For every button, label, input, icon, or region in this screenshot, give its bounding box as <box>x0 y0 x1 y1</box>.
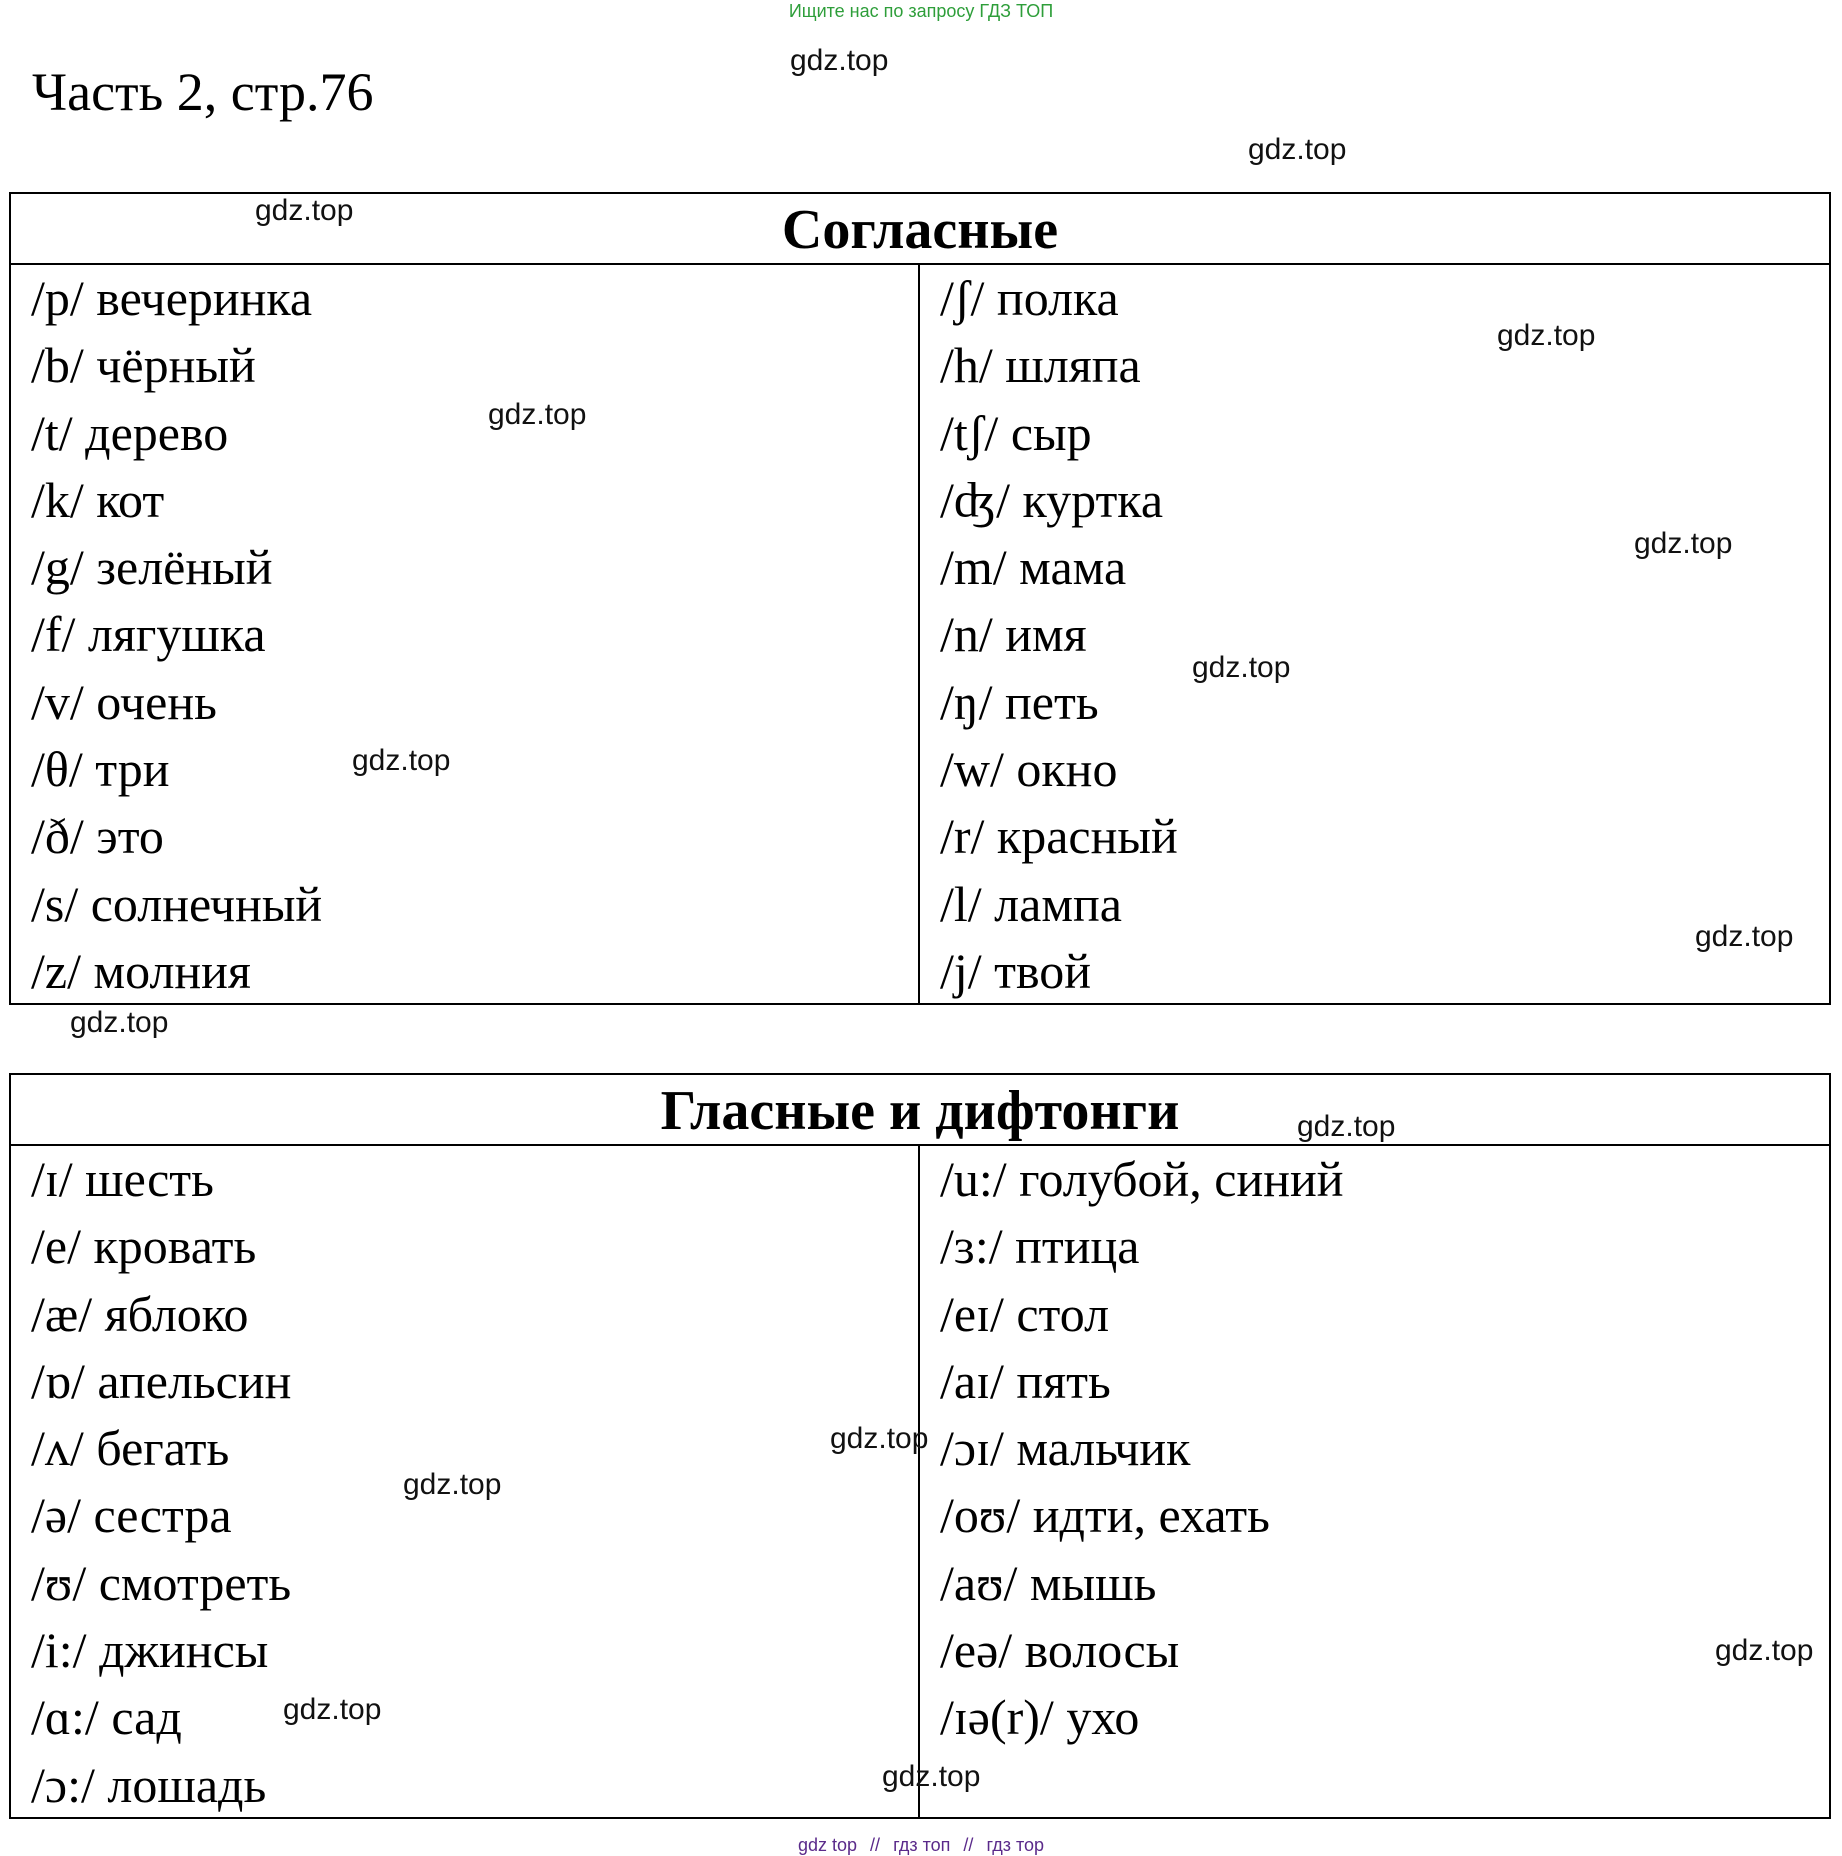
list-item: /ʤ/ куртка <box>940 471 1164 528</box>
list-item: /e/ кровать <box>31 1218 257 1275</box>
list-item: /ɪ/ шесть <box>31 1151 214 1207</box>
list-item: /i:/ джинсы <box>31 1622 269 1679</box>
list-item: /ɜ:/ птица <box>940 1218 1140 1275</box>
consonants-table <box>9 192 1831 1005</box>
watermark-text: gdz.top <box>882 1760 981 1793</box>
list-item: /θ/ три <box>31 741 170 798</box>
watermark-text: gdz.top <box>255 194 354 227</box>
list-item: /v/ очень <box>31 673 217 730</box>
watermark-text: gdz.top <box>488 398 587 431</box>
list-item: /h/ шляпа <box>940 337 1141 394</box>
list-item: /g/ зелёный <box>31 539 273 596</box>
watermark-text: gdz.top <box>1497 319 1596 352</box>
list-item: /ʊ/ смотреть <box>31 1554 292 1611</box>
list-item: /t/ дерево <box>31 404 229 461</box>
list-item: /b/ чёрный <box>31 337 256 394</box>
consonants-right-column <box>920 265 1829 1005</box>
list-item: /æ/ яблоко <box>31 1285 249 1342</box>
list-item: /u:/ голубой, синий <box>940 1151 1344 1207</box>
vowels-title: Гласные и дифтонги <box>11 1075 1829 1146</box>
consonants-title: Согласные <box>11 194 1829 265</box>
list-item: /z/ молния <box>31 942 251 999</box>
watermark-text: gdz.top <box>352 744 451 777</box>
watermark-text: gdz.top <box>283 1693 382 1726</box>
list-item: /m/ мама <box>940 539 1127 596</box>
watermark-text: gdz.top <box>1634 527 1733 560</box>
watermark-text: gdz.top <box>1695 920 1794 953</box>
list-item: /ɔɪ/ мальчик <box>940 1420 1191 1477</box>
list-item: /ɒ/ апельсин <box>31 1352 292 1409</box>
list-item: /tʃ/ сыр <box>940 404 1092 461</box>
list-item: /eə/ волосы <box>940 1622 1180 1679</box>
list-item: /f/ лягушка <box>31 606 266 663</box>
list-item: /w/ окно <box>940 741 1118 798</box>
watermark-text: gdz.top <box>1715 1634 1814 1667</box>
footer-link-3[interactable]: гдз тор <box>986 1835 1045 1855</box>
footer-links <box>0 1834 1842 1856</box>
list-item: /aʊ/ мышь <box>940 1554 1157 1611</box>
list-item: /ɔ:/ лошадь <box>31 1756 267 1813</box>
list-item: /eɪ/ стол <box>940 1285 1110 1342</box>
list-item: /r/ красный <box>940 808 1178 865</box>
list-item: /aɪ/ пять <box>940 1352 1111 1409</box>
watermark-text: gdz.top <box>790 44 889 77</box>
list-item: /oʊ/ идти, ехать <box>940 1487 1270 1544</box>
consonants-columns <box>11 265 1829 1005</box>
list-item: /ʃ/ полка <box>940 270 1119 326</box>
footer-separator: // <box>963 1835 974 1855</box>
footer-link-2[interactable]: гдз топ <box>893 1835 951 1855</box>
consonants-left-column <box>11 265 920 1005</box>
list-item: /ɑ:/ сад <box>31 1689 182 1746</box>
footer-link-1[interactable]: gdz top <box>797 1835 858 1855</box>
watermark-text: gdz.top <box>1297 1110 1396 1143</box>
list-item: /p/ вечеринка <box>31 270 313 326</box>
list-item: /s/ солнечный <box>31 875 323 932</box>
watermark-text: gdz.top <box>830 1422 929 1455</box>
top-banner[interactable]: Ищите нас по запросу ГДЗ ТОП <box>788 1 1054 21</box>
watermark-text: gdz.top <box>1248 133 1347 166</box>
list-item: /k/ кот <box>31 471 165 528</box>
footer-separator: // <box>870 1835 881 1855</box>
list-item: /ɪə(r)/ ухо <box>940 1689 1140 1746</box>
watermark-text: gdz.top <box>70 1006 169 1039</box>
list-item: /ŋ/ петь <box>940 673 1099 730</box>
watermark-text: gdz.top <box>403 1468 502 1501</box>
vowels-right-column <box>920 1146 1829 1819</box>
list-item: /j/ твой <box>940 942 1092 999</box>
list-item: /ə/ сестра <box>31 1487 232 1544</box>
list-item: /ʌ/ бегать <box>31 1420 230 1477</box>
watermark-text: gdz.top <box>1192 651 1291 684</box>
list-item: /l/ лампа <box>940 875 1122 932</box>
list-item: /ð/ это <box>31 808 164 865</box>
list-item: /n/ имя <box>940 606 1087 663</box>
page-title: Часть 2, стр.76 <box>32 62 374 122</box>
